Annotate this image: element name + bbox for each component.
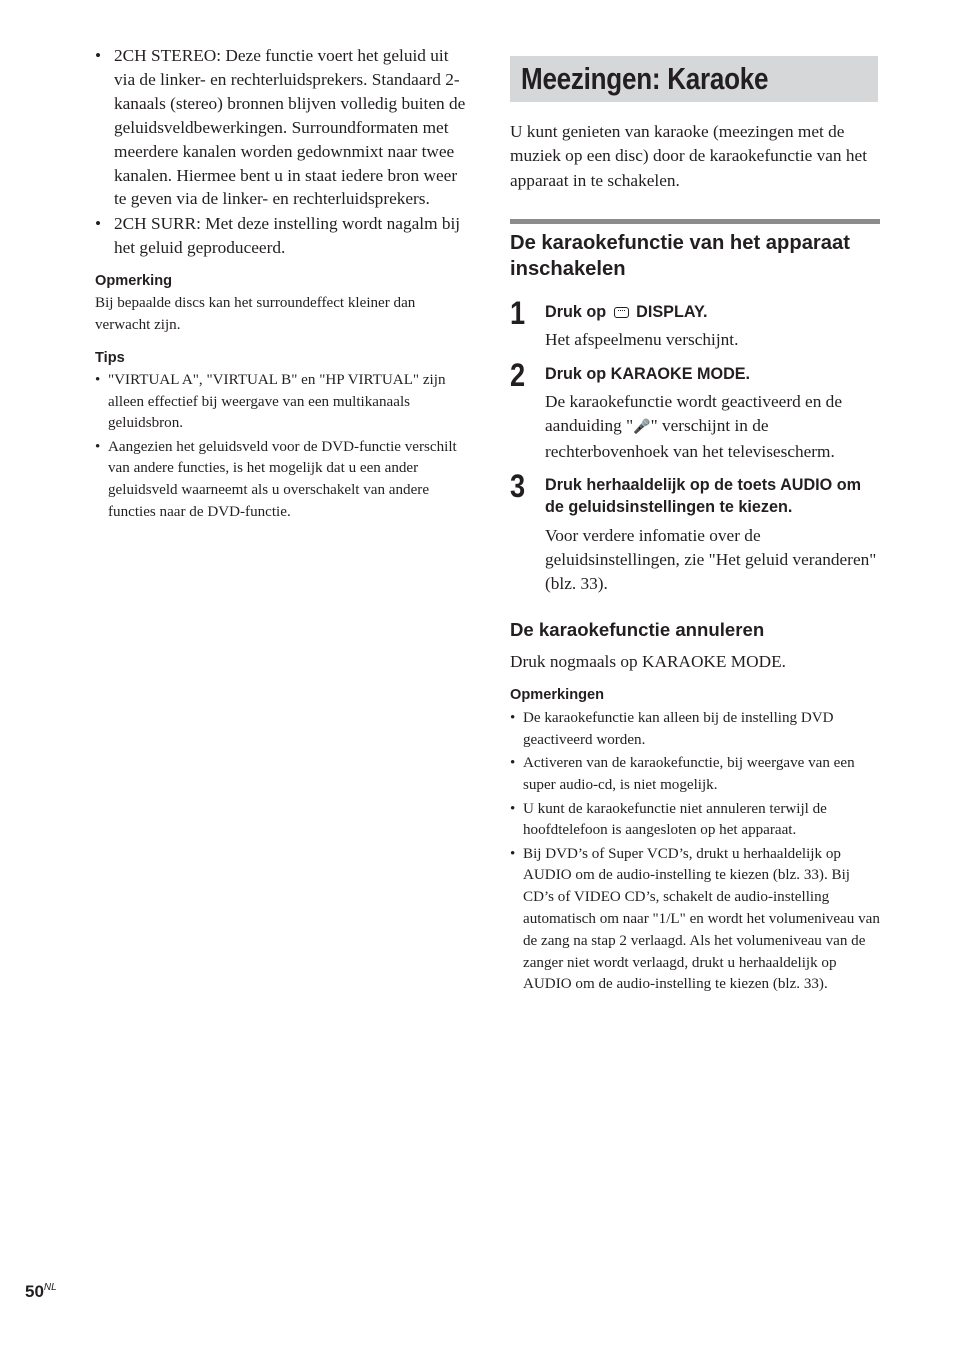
- intro-text: U kunt genieten van karaoke (meezingen met de muziek op een disc) door de karaokefunctie van het apparaat in te schakelen.: [510, 122, 867, 190]
- step-description-text: " verschijnt in de rechterbovenhoek van het televisescherm.: [545, 416, 835, 461]
- step-number: 3: [510, 467, 526, 504]
- list-item: [95, 370, 467, 435]
- step-1: [510, 294, 882, 353]
- note-text: Bij bepaalde discs kan het surroundeffect kleiner dan verwacht zijn.: [95, 295, 416, 333]
- list-item-text: 2CH SURR: Met deze instelling wordt nagalm bij het geluid geproduceerd.: [114, 214, 461, 258]
- note-heading: Opmerking: [95, 273, 173, 290]
- step-number: 1: [510, 294, 526, 331]
- list-item-text: Activeren van de karaokefunctie, bij weergave van een super audio-cd, is niet mogelijk.: [523, 755, 855, 794]
- page-number-value: 50: [25, 1282, 44, 1301]
- list-item-text: Aangezien het geluidsveld voor de DVD-functie verschilt van andere functies, is het mogelijk dat u een ander geluidsveld waarneemt als u overschakelt van andere functies naar de DVD-functie.: [108, 438, 457, 521]
- cancel-text: Druk nogmaals op KARAOKE MODE.: [510, 652, 786, 672]
- step-description-text: De karaokefunctie wordt geactiveerd en de aanduiding ": [545, 392, 842, 436]
- list-item-text: U kunt de karaokefunctie niet annuleren terwijl de hoofdtelefoon is aangesloten op het apparaat.: [523, 800, 827, 839]
- step-description: [545, 390, 882, 464]
- bullet-icon: •: [510, 845, 516, 862]
- list-item: [95, 44, 467, 211]
- cancel-title: De karaokefunctie annuleren: [510, 619, 765, 641]
- list-item: [510, 844, 882, 997]
- page-language: NL: [43, 1282, 57, 1293]
- step-number: 2: [510, 356, 526, 393]
- step-description: Voor verdere infomatie over de geluidsinstellingen, zie "Het geluid veranderen" (blz. 33).: [545, 525, 877, 594]
- section-title: De karaokefunctie van het apparaat inschakelen: [510, 231, 850, 281]
- list-item: [510, 753, 882, 797]
- bullet-icon: •: [510, 800, 516, 817]
- list-item-text: "VIRTUAL A", "VIRTUAL B" en "HP VIRTUAL" zijn alleen effectief bij weergave van een multikanaals geluidsbron.: [108, 371, 446, 432]
- step-instruction: Druk op KARAOKE MODE.: [545, 364, 751, 383]
- bullet-icon: •: [95, 371, 101, 388]
- right-column: [510, 56, 882, 998]
- list-item-text: De karaokefunctie kan alleen bij de instelling DVD geactiveerd worden.: [523, 710, 834, 749]
- list-item: [510, 708, 882, 752]
- list-item: [510, 799, 882, 843]
- step-instruction-text: Druk op: [545, 302, 607, 321]
- tips-list: [95, 370, 467, 524]
- list-item: [95, 212, 467, 260]
- notes-heading: Opmerkingen: [510, 687, 605, 704]
- notes-list: [510, 708, 882, 996]
- sound-field-list: [95, 44, 467, 260]
- page-title-bar: [510, 56, 878, 102]
- step-instruction: [545, 301, 882, 324]
- list-item-text: 2CH STEREO: Deze functie voert het geluid uit via de linker- en rechterluidsprekers. Standaard 2-kanaals (stereo) bronnen blijven volledig buiten de geluidsveldbewerkingen. Surroundformaten met meerdere kanalen worden gedownmixt naar twee kanalen. Hiermee bent u in staat iedere bron weer te geven via de linker- en rechterluidsprekers.: [114, 46, 466, 209]
- bullet-icon: •: [510, 755, 516, 772]
- bullet-icon: •: [95, 46, 102, 65]
- microphone-icon: 🎤: [633, 419, 651, 436]
- tips-heading: Tips: [95, 349, 125, 366]
- bullet-icon: •: [95, 438, 101, 455]
- list-item-text: Bij DVD’s of Super VCD’s, drukt u herhaaldelijk op AUDIO om de audio-instelling te kiezen (blz. 33). Bij CD’s of VIDEO CD’s, schakelt de audio-instelling automatisch om naar "1/L" en wordt het volumeniveau van de zang na stap 2 verlaagd. Als het volumeniveau van de zanger niet wordt verlaagd, drukt u herhaaldelijk op AUDIO om de audio-instelling te kiezen (blz. 33).: [523, 845, 880, 993]
- section-divider: [510, 219, 880, 224]
- bullet-icon: •: [95, 214, 102, 234]
- step-description: Het afspeelmenu verschijnt.: [545, 330, 739, 350]
- left-column: [95, 44, 467, 525]
- page-number: [25, 1282, 57, 1302]
- bullet-icon: •: [510, 710, 516, 727]
- step-instruction: Druk herhaaldelijk op de toets AUDIO om de geluidsinstellingen te kiezen.: [545, 475, 862, 517]
- page-title: Meezingen: Karaoke: [521, 61, 769, 96]
- display-icon: [614, 307, 629, 318]
- step-instruction-text: DISPLAY.: [636, 302, 708, 321]
- step-2: [510, 356, 882, 464]
- list-item: [95, 437, 467, 524]
- step-3: [510, 467, 882, 597]
